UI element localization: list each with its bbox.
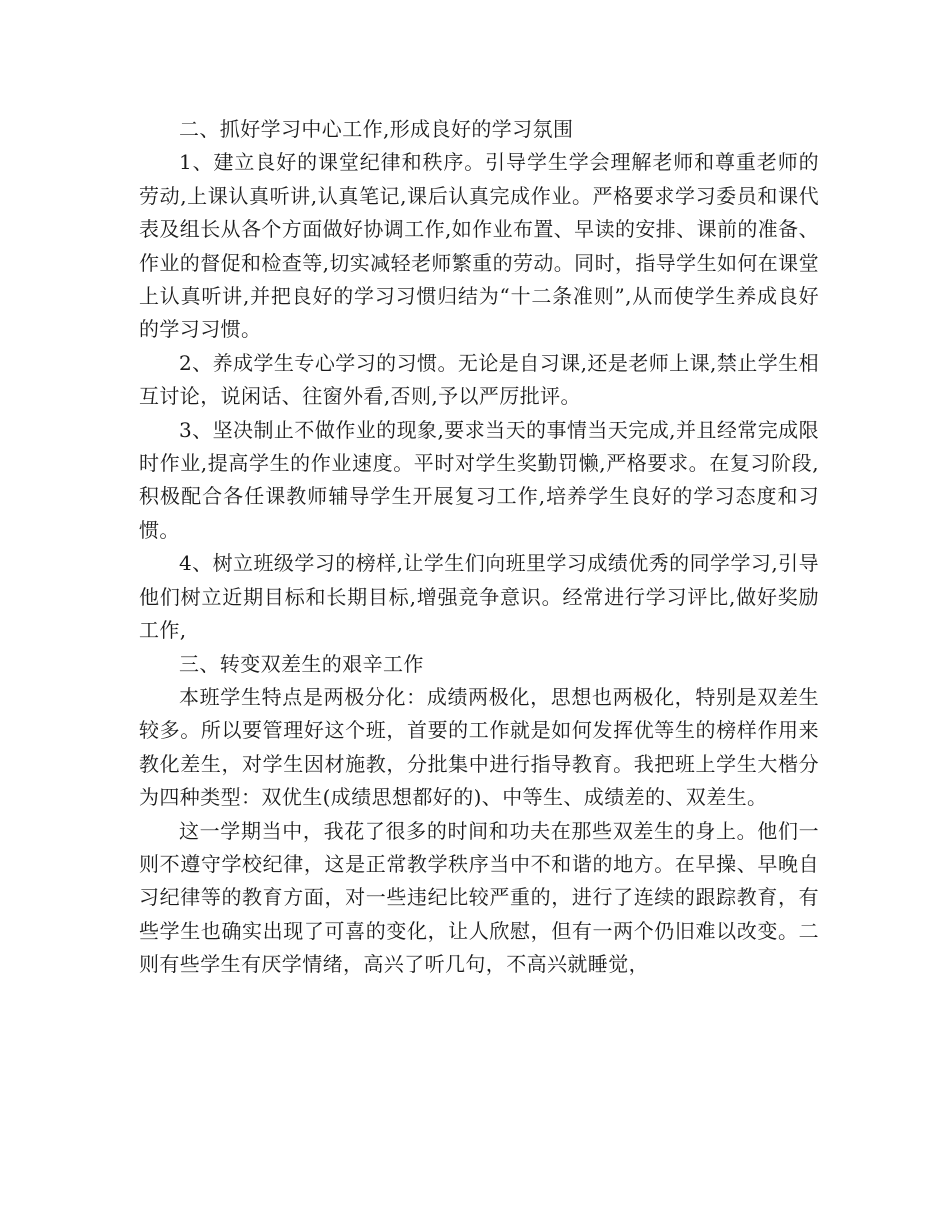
section-heading-study: 二、抓好学习中心工作,形成良好的学习氛围	[179, 117, 574, 141]
paragraph-classroom-discipline: 1、建立良好的课堂纪律和秩序。引导学生学会理解老师和尊重老师的劳动,上课认真听讲,认真笔记,课后认真完成作业。严格要求学习委员和课代表及组长从各个方面做好协调工作,如作业布置、早读的安排、课前的准备、作业的督促和检查等,切实减轻老师繁重的劳动。同时，指导学生如何在课堂上认真听讲,并把良好的学习习惯归结为“十二条准则”,从而使学生养成良好的学习习惯。	[139, 150, 819, 342]
document-body	[139, 113, 819, 982]
paragraph-semester-effort: 这一学期当中，我花了很多的时间和功夫在那些双差生的身上。他们一则不遵守学校纪律，这是正常教学秩序当中不和谐的地方。在早操、早晚自习纪律等的教育方面，对一些违纪比较严重的，进行了连续的跟踪教育，有些学生也确实出现了可喜的变化，让人欣慰，但有一两个仍旧难以改变。二则有些学生有厌学情绪，高兴了听几句，不高兴就睡觉，	[139, 818, 819, 977]
section-heading-struggling-students: 三、转变双差生的艰辛工作	[179, 651, 424, 676]
paragraph-homework: 3、坚决制止不做作业的现象,要求当天的事情当天完成,并且经常完成限时作业,提高学生的作业速度。平时对学生奖勤罚懒,严格要求。在复习阶段,积极配合各任课教师辅导学生开展复习工作,培养学生良好的学习态度和习惯。	[139, 417, 819, 542]
paragraph-focus-habit: 2、养成学生专心学习的习惯。无论是自习课,还是老师上课,禁止学生相互讨论，说闲话、往窗外看,否则,予以严厉批评。	[139, 350, 819, 409]
paragraph-role-model: 4、树立班级学习的榜样,让学生们向班里学习成绩优秀的同学学习,引导他们树立近期目标和长期目标,增强竞争意识。经常进行学习评比,做好奖励工作,	[139, 551, 819, 643]
paragraph-class-characteristics: 本班学生特点是两极分化：成绩两极化，思想也两极化，特别是双差生较多。所以要管理好这个班，首要的工作就是如何发挥优等生的榜样作用来教化差生，对学生因材施教，分批集中进行指导教育。我把班上学生大楷分为四种类型：双优生(成绩思想都好的)、中等生、成绩差的、双差生。	[139, 684, 819, 810]
